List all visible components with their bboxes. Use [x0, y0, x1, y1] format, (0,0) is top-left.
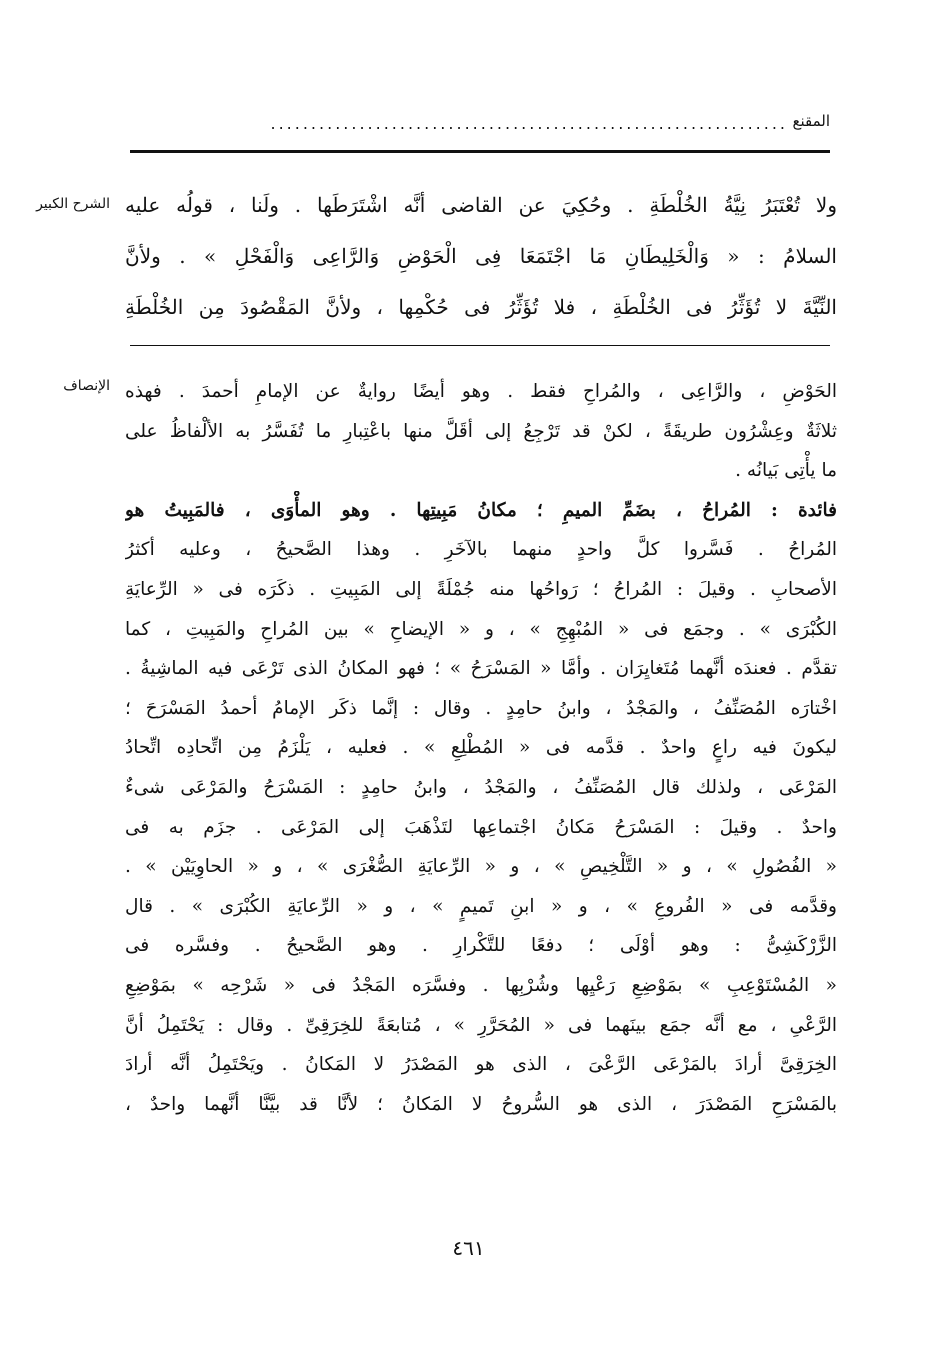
insaf-line: ليكونَ فيه راعٍ واحدٌ . قدَّمه فى « المُطْلِعِ » . فعليه ، يَلْزَمُ مِن اتِّحادِه اتِّحادُ [125, 737, 837, 759]
section-divider [130, 345, 830, 346]
sharh-side-label: الشرح الكبير [36, 196, 110, 212]
insaf-line: المُراحُ . فَسَّروا كلَّ واحدٍ منهما بالآخَرِ . وهذا الصَّحيحُ ، وعليه أكثرُ [125, 539, 837, 561]
insaf-line: الزَّرْكَشِىُّ : وهو أوْلَى ؛ دفعًا للتَّكْرارِ . وهو الصَّحيحُ . وفسَّره فى [125, 935, 837, 957]
running-header [60, 112, 830, 142]
insaf-line: الخِرَقِىَّ أرادَ بالمَرْعَى الرَّعْىَ ، الذى هو المَصْدَرُ لا المَكانُ . ويَحْتَمِلُ أنَّه أرادَ [125, 1054, 837, 1076]
header-dots: ................................................................ [270, 114, 788, 133]
insaf-line-faida: فائدة : المُراحُ ، بضَمِّ الميمِ ؛ مكانُ مَبِيتِها . وهو المأْوَى ، فالمَبِيتُ هو [125, 499, 837, 521]
insaf-line: الكُبْرَى » . وجمَع فى « المُبْهِجِ » ، و « الإيضاحِ » بين المُراحِ والمَبِيتِ ، كما [125, 618, 837, 640]
header-rule [130, 150, 830, 153]
insaf-line: « الفُصُولِ » ، و « التَّلْخِيصِ » ، و « الرِّعايَةِ الصُّغْرَى » ، و « الحاوِيَيْن » . [125, 856, 837, 878]
insaf-line: المَرْعَى ، ولذلك قال المُصَنِّفُ ، والمَجْدُ ، وابنُ حامِدٍ : المَسْرَحُ والمَرْعَى شىءٌ [125, 776, 837, 798]
running-title: المقنع [792, 112, 830, 130]
page-number: ٤٦١ [452, 1236, 485, 1260]
insaf-line: واحدٌ . وقيلَ : المَسْرَحُ مَكانُ اجْتماعِها لتَذْهَبَ إلى المَرْعَى . جزَم به فى [125, 816, 837, 838]
sharh-text-block [125, 180, 837, 333]
sharh-line: ولا تُعْتَبَرُ نِيَّةُ الخُلْطَةِ . وحُكِيَ عن القاضى أنَّه اشْتَرَطَها . ولَنا ، قولُه عليه [125, 193, 837, 217]
insaf-text-block [125, 372, 837, 1124]
sharh-line: النِّيَّةَ لا تُؤَثِّرُ فى الخُلْطَةِ ، فلا تُؤَثِّرُ فى حُكْمِها ، ولأنَّ المَقْصُودَ مِن الخُلْطَةِ [125, 295, 837, 319]
insaf-line: تقدَّم . فعندَه أنَّهما مُتَغايِرَان . وأمَّا « المَسْرَحُ » ؛ فهو المكانُ الذى تَرْعَى فيه الماشِيةُ . [125, 658, 837, 680]
sharh-line: السلامُ : « وَالْخَلِيطَانِ مَا اجْتَمَعَا فِى الْحَوْضِ وَالرَّاعِى وَالْفَحْلِ » . ولأنَّ [125, 244, 837, 268]
insaf-side-label: الإنصاف [63, 378, 110, 394]
insaf-line: الأصحابِ . وقيلَ : المُراحُ ؛ رَواحُها منه جُمْلَةً إلى المَبِيتِ . ذكَرَه فى « الرِّعايَةِ [125, 578, 837, 600]
insaf-line: الحَوْضِ ، والرَّاعِى ، والمُراحِ فقط . وهو أيضًا روايةٌ عن الإمامِ أحمدَ . فهذه [125, 381, 837, 402]
insaf-line: اخْتارَه المُصَنِّفُ ، والمَجْدُ ، وابنُ حامِدٍ . وقال : إنَّما ذكَر الإمامُ أحمدُ المَسْرَحَ ؛ [125, 697, 837, 719]
insaf-line: الرَّعْىِ ، مع أنَّه جمَع بينَهما فى « المُحَرَّرِ » ، مُتابعَةً للخِرَقِىِّ . وقال : يَحْتَمِلُ أنَّ [125, 1014, 837, 1036]
insaf-line: « المُسْتَوْعِبِ » بمَوْضِعِ رَعْيِها وشُرْبِها . وفسَّرَه المَجْدُ فى « شَرْحِه » بمَوْضِعِ [125, 974, 837, 996]
insaf-line: بالمَسْرَحِ المَصْدَرَ ، الذى هو السُّروحُ لا المَكانُ ؛ لأنَّا قد بيَّنَّا أنَّهما واحدٌ ، [125, 1093, 837, 1115]
insaf-line: ما يأْتِى بَيانُه . [735, 460, 837, 482]
insaf-line: ثلاثَةٌ وعِشْرُون طريقَةً ، لكنْ قد تَرْجِعُ إلى أقَلَّ منها باعْتِبارِ ما تُفَسَّرُ به الألْفاظُ على [125, 420, 837, 442]
insaf-line: وقدَّمه فى « الفُروعِ » ، و « ابنِ تَميمٍ » ، و « الرِّعايَةِ الكُبْرَى » . قال [125, 895, 837, 917]
